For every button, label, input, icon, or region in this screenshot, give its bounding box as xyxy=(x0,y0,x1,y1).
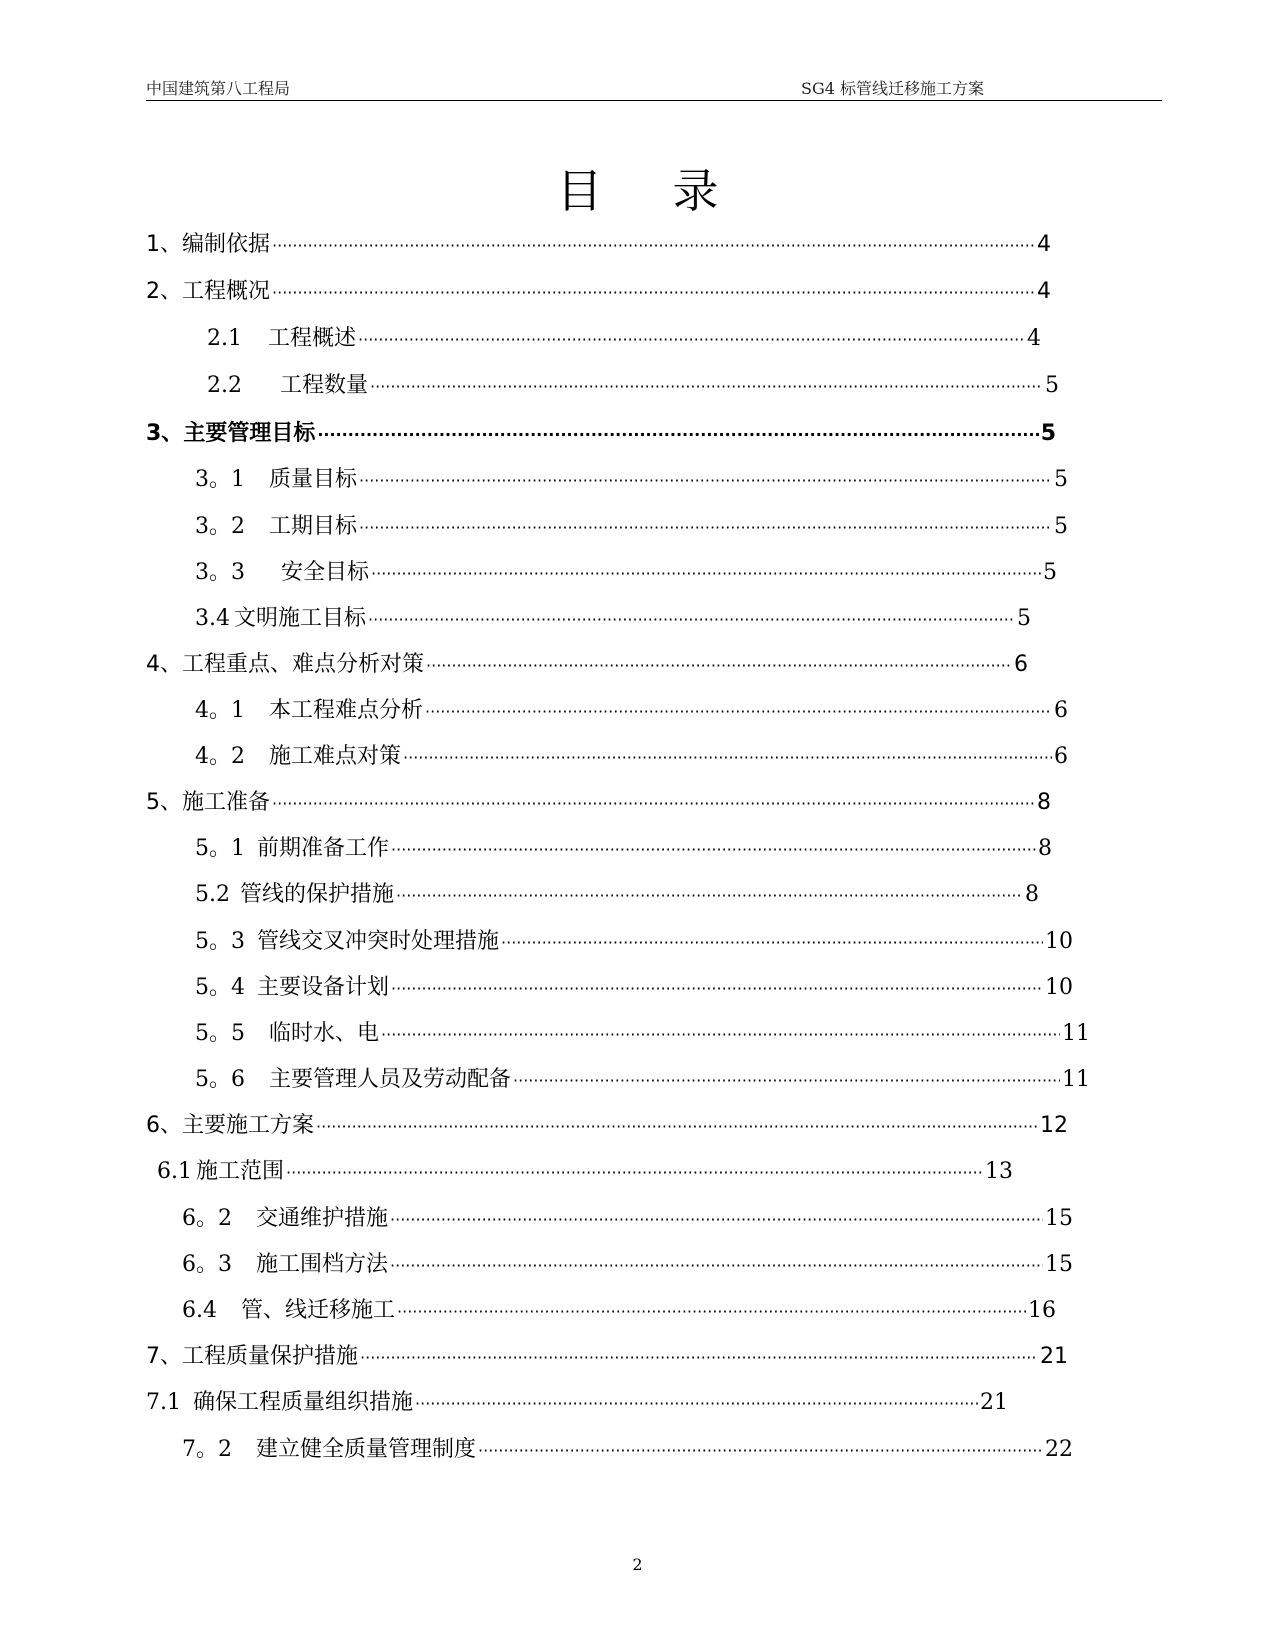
toc-leader-dots xyxy=(478,1435,1043,1466)
toc-entry-number: 2.1 xyxy=(207,326,242,351)
toc-entry-number: 5。1 xyxy=(195,836,245,861)
toc-entry-title: 工程概况 xyxy=(182,279,271,304)
toc-leader-dots xyxy=(513,1065,1060,1096)
toc-entry[interactable] xyxy=(195,511,1068,543)
toc-entry-page: 5 xyxy=(1043,560,1057,585)
toc-entry-title: 质量目标 xyxy=(269,467,358,492)
toc-entry-page: 16 xyxy=(1028,1298,1056,1323)
toc-entry-title: 施工范围 xyxy=(196,1159,285,1184)
toc-entry-page: 4 xyxy=(1037,232,1051,257)
toc-entry-number: 4。2 xyxy=(195,744,245,769)
toc-leader-dots xyxy=(272,788,1035,819)
toc-entry-title: 主要管理人员及劳动配备 xyxy=(269,1067,512,1092)
toc-leader-dots xyxy=(317,419,1038,450)
toc-entry-page: 6 xyxy=(1014,652,1028,677)
toc-leader-dots xyxy=(425,696,1052,727)
toc-entry[interactable] xyxy=(195,1064,1090,1096)
toc-leader-dots xyxy=(390,1250,1043,1281)
toc-entry-page: 8 xyxy=(1038,836,1052,861)
toc-entry-number: 1、 xyxy=(146,232,182,257)
toc-entry-number: 2、 xyxy=(146,279,182,304)
toc-entry[interactable] xyxy=(146,1341,1068,1373)
toc-leader-dots xyxy=(370,371,1043,402)
toc-entry-number: 5。5 xyxy=(195,1021,245,1046)
toc-entry-title: 临时水、电 xyxy=(269,1021,380,1046)
toc-entry-number: 3.4 xyxy=(195,606,230,631)
toc-entry-number: 6.4 xyxy=(182,1298,217,1323)
toc-entry-title: 工期目标 xyxy=(269,514,358,539)
toc-entry-number: 5.2 xyxy=(195,882,230,907)
toc-entry-title: 工程质量保护措施 xyxy=(182,1344,359,1369)
toc-entry-title: 工程概述 xyxy=(268,326,357,351)
toc-entry[interactable] xyxy=(146,1387,1008,1419)
toc-entry-page: 10 xyxy=(1045,929,1073,954)
toc-entry-number: 4、 xyxy=(146,652,182,677)
page-header xyxy=(146,74,1162,101)
toc-entry[interactable] xyxy=(146,649,1028,681)
toc-entry-title: 施工难点对策 xyxy=(269,744,402,769)
toc-entry[interactable] xyxy=(182,1434,1073,1466)
toc-entry-number: 5。6 xyxy=(195,1067,245,1092)
toc-entry-page: 8 xyxy=(1037,790,1051,815)
toc-entry-number: 5、 xyxy=(146,790,182,815)
toc-entry-title: 交通维护措施 xyxy=(256,1206,389,1231)
toc-leader-dots xyxy=(272,277,1035,308)
toc-leader-dots xyxy=(359,465,1052,496)
toc-entry-page: 5 xyxy=(1054,514,1068,539)
toc-entry-page: 12 xyxy=(1040,1113,1068,1138)
toc-entry[interactable] xyxy=(146,229,1051,261)
header-document-title: SG4 标管线迁移施工方案 xyxy=(801,79,985,98)
toc-entry-number: 3。2 xyxy=(195,514,245,539)
toc-leader-dots xyxy=(358,324,1025,355)
toc-entry[interactable] xyxy=(182,1203,1073,1235)
page-number: 2 xyxy=(632,1555,643,1574)
toc-entry-number: 6、 xyxy=(146,1113,182,1138)
toc-entry-number: 6。3 xyxy=(182,1252,232,1277)
toc-entry[interactable] xyxy=(157,1156,1013,1188)
toc-leader-dots xyxy=(316,1111,1038,1142)
toc-entry[interactable] xyxy=(195,557,1057,589)
toc-entry-title: 文明施工目标 xyxy=(234,606,367,631)
toc-entry[interactable] xyxy=(182,1295,1056,1327)
toc-entry[interactable] xyxy=(195,695,1068,727)
toc-entry[interactable] xyxy=(146,276,1051,308)
toc-entry-title: 工程数量 xyxy=(280,373,369,398)
toc-leader-dots xyxy=(501,927,1043,958)
toc-entry[interactable] xyxy=(195,1018,1090,1050)
toc-entry-page: 21 xyxy=(980,1390,1008,1415)
toc-leader-dots xyxy=(396,880,1023,911)
toc-leader-dots xyxy=(272,230,1035,261)
toc-leader-dots xyxy=(415,1388,978,1419)
toc-entry-number: 7。2 xyxy=(182,1437,232,1462)
toc-entry[interactable] xyxy=(207,323,1041,355)
toc-entry-page: 4 xyxy=(1037,279,1051,304)
toc-entry[interactable] xyxy=(146,418,1056,450)
toc-entry[interactable] xyxy=(195,879,1039,911)
toc-entry-page: 5 xyxy=(1040,421,1056,446)
toc-entry-number: 5。3 xyxy=(195,929,245,954)
toc-entry-number: 3。1 xyxy=(195,467,245,492)
toc-entry-page: 11 xyxy=(1062,1021,1090,1046)
toc-leader-dots xyxy=(371,558,1041,589)
toc-entry-page: 6 xyxy=(1054,698,1068,723)
toc-entry-number: 5。4 xyxy=(195,975,245,1000)
toc-entry[interactable] xyxy=(195,464,1068,496)
toc-entry-page: 15 xyxy=(1045,1252,1073,1277)
toc-entry-title: 建立健全质量管理制度 xyxy=(256,1437,477,1462)
toc-leader-dots xyxy=(360,1342,1038,1373)
toc-entry[interactable] xyxy=(195,833,1052,865)
toc-entry-page: 13 xyxy=(985,1159,1013,1184)
header-organization: 中国建筑第八工程局 xyxy=(146,79,291,98)
toc-leader-dots xyxy=(286,1157,983,1188)
toc-entry-title: 施工准备 xyxy=(182,790,271,815)
toc-entry-page: 21 xyxy=(1040,1344,1068,1369)
toc-leader-dots xyxy=(381,1019,1060,1050)
toc-entry-title: 工程重点、难点分析对策 xyxy=(182,652,425,677)
toc-entry-title: 主要施工方案 xyxy=(182,1113,315,1138)
toc-entry[interactable] xyxy=(195,926,1073,958)
toc-leader-dots xyxy=(403,742,1052,773)
toc-entry-number: 6。2 xyxy=(182,1206,232,1231)
toc-entry-title: 编制依据 xyxy=(182,232,271,257)
toc-entry[interactable] xyxy=(146,787,1051,819)
toc-entry-page: 8 xyxy=(1025,882,1039,907)
toc-entry-page: 5 xyxy=(1054,467,1068,492)
toc-entry-page: 15 xyxy=(1045,1206,1073,1231)
toc-leader-dots xyxy=(390,1204,1043,1235)
toc-entry-title: 管、线迁移施工 xyxy=(241,1298,396,1323)
toc-entry[interactable] xyxy=(195,972,1073,1004)
toc-entry-number: 2.2 xyxy=(207,373,242,398)
toc-entry[interactable] xyxy=(207,370,1059,402)
toc-leader-dots xyxy=(397,1296,1026,1327)
toc-entry-page: 11 xyxy=(1062,1067,1090,1092)
toc-entry-title: 主要管理目标 xyxy=(183,421,316,446)
toc-entry-number: 6.1 xyxy=(157,1159,192,1184)
toc-entry-page: 5 xyxy=(1045,373,1059,398)
toc-entry-page: 4 xyxy=(1027,326,1041,351)
toc-entry-title: 施工围档方法 xyxy=(256,1252,389,1277)
toc-title: 目录 xyxy=(556,164,789,218)
toc-entry-page: 22 xyxy=(1045,1437,1073,1462)
toc-entry-number: 7、 xyxy=(146,1344,182,1369)
toc-entry-title: 确保工程质量组织措施 xyxy=(193,1390,414,1415)
toc-entry-page: 10 xyxy=(1045,975,1073,1000)
toc-leader-dots xyxy=(359,512,1052,543)
toc-entry-title: 前期准备工作 xyxy=(257,836,390,861)
toc-entry-number: 3、 xyxy=(146,421,184,446)
toc-entry-title: 安全目标 xyxy=(281,560,370,585)
toc-leader-dots xyxy=(391,834,1036,865)
toc-leader-dots xyxy=(368,604,1015,635)
toc-entry[interactable] xyxy=(195,741,1068,773)
toc-entry-number: 4。1 xyxy=(195,698,245,723)
toc-entry-title: 管线交叉冲突时处理措施 xyxy=(257,929,500,954)
toc-entry-page: 5 xyxy=(1017,606,1031,631)
toc-entry-title: 主要设备计划 xyxy=(257,975,390,1000)
toc-entry-number: 7.1 xyxy=(146,1390,181,1415)
toc-leader-dots xyxy=(426,650,1012,681)
toc-entry-page: 6 xyxy=(1054,744,1068,769)
toc-entry-number: 3。3 xyxy=(195,560,245,585)
toc-entry[interactable] xyxy=(146,1110,1068,1142)
toc-entry[interactable] xyxy=(195,603,1031,635)
toc-entry-title: 本工程难点分析 xyxy=(269,698,424,723)
toc-entry[interactable] xyxy=(182,1249,1073,1281)
toc-entry-title: 管线的保护措施 xyxy=(240,882,395,907)
toc-leader-dots xyxy=(391,973,1043,1004)
